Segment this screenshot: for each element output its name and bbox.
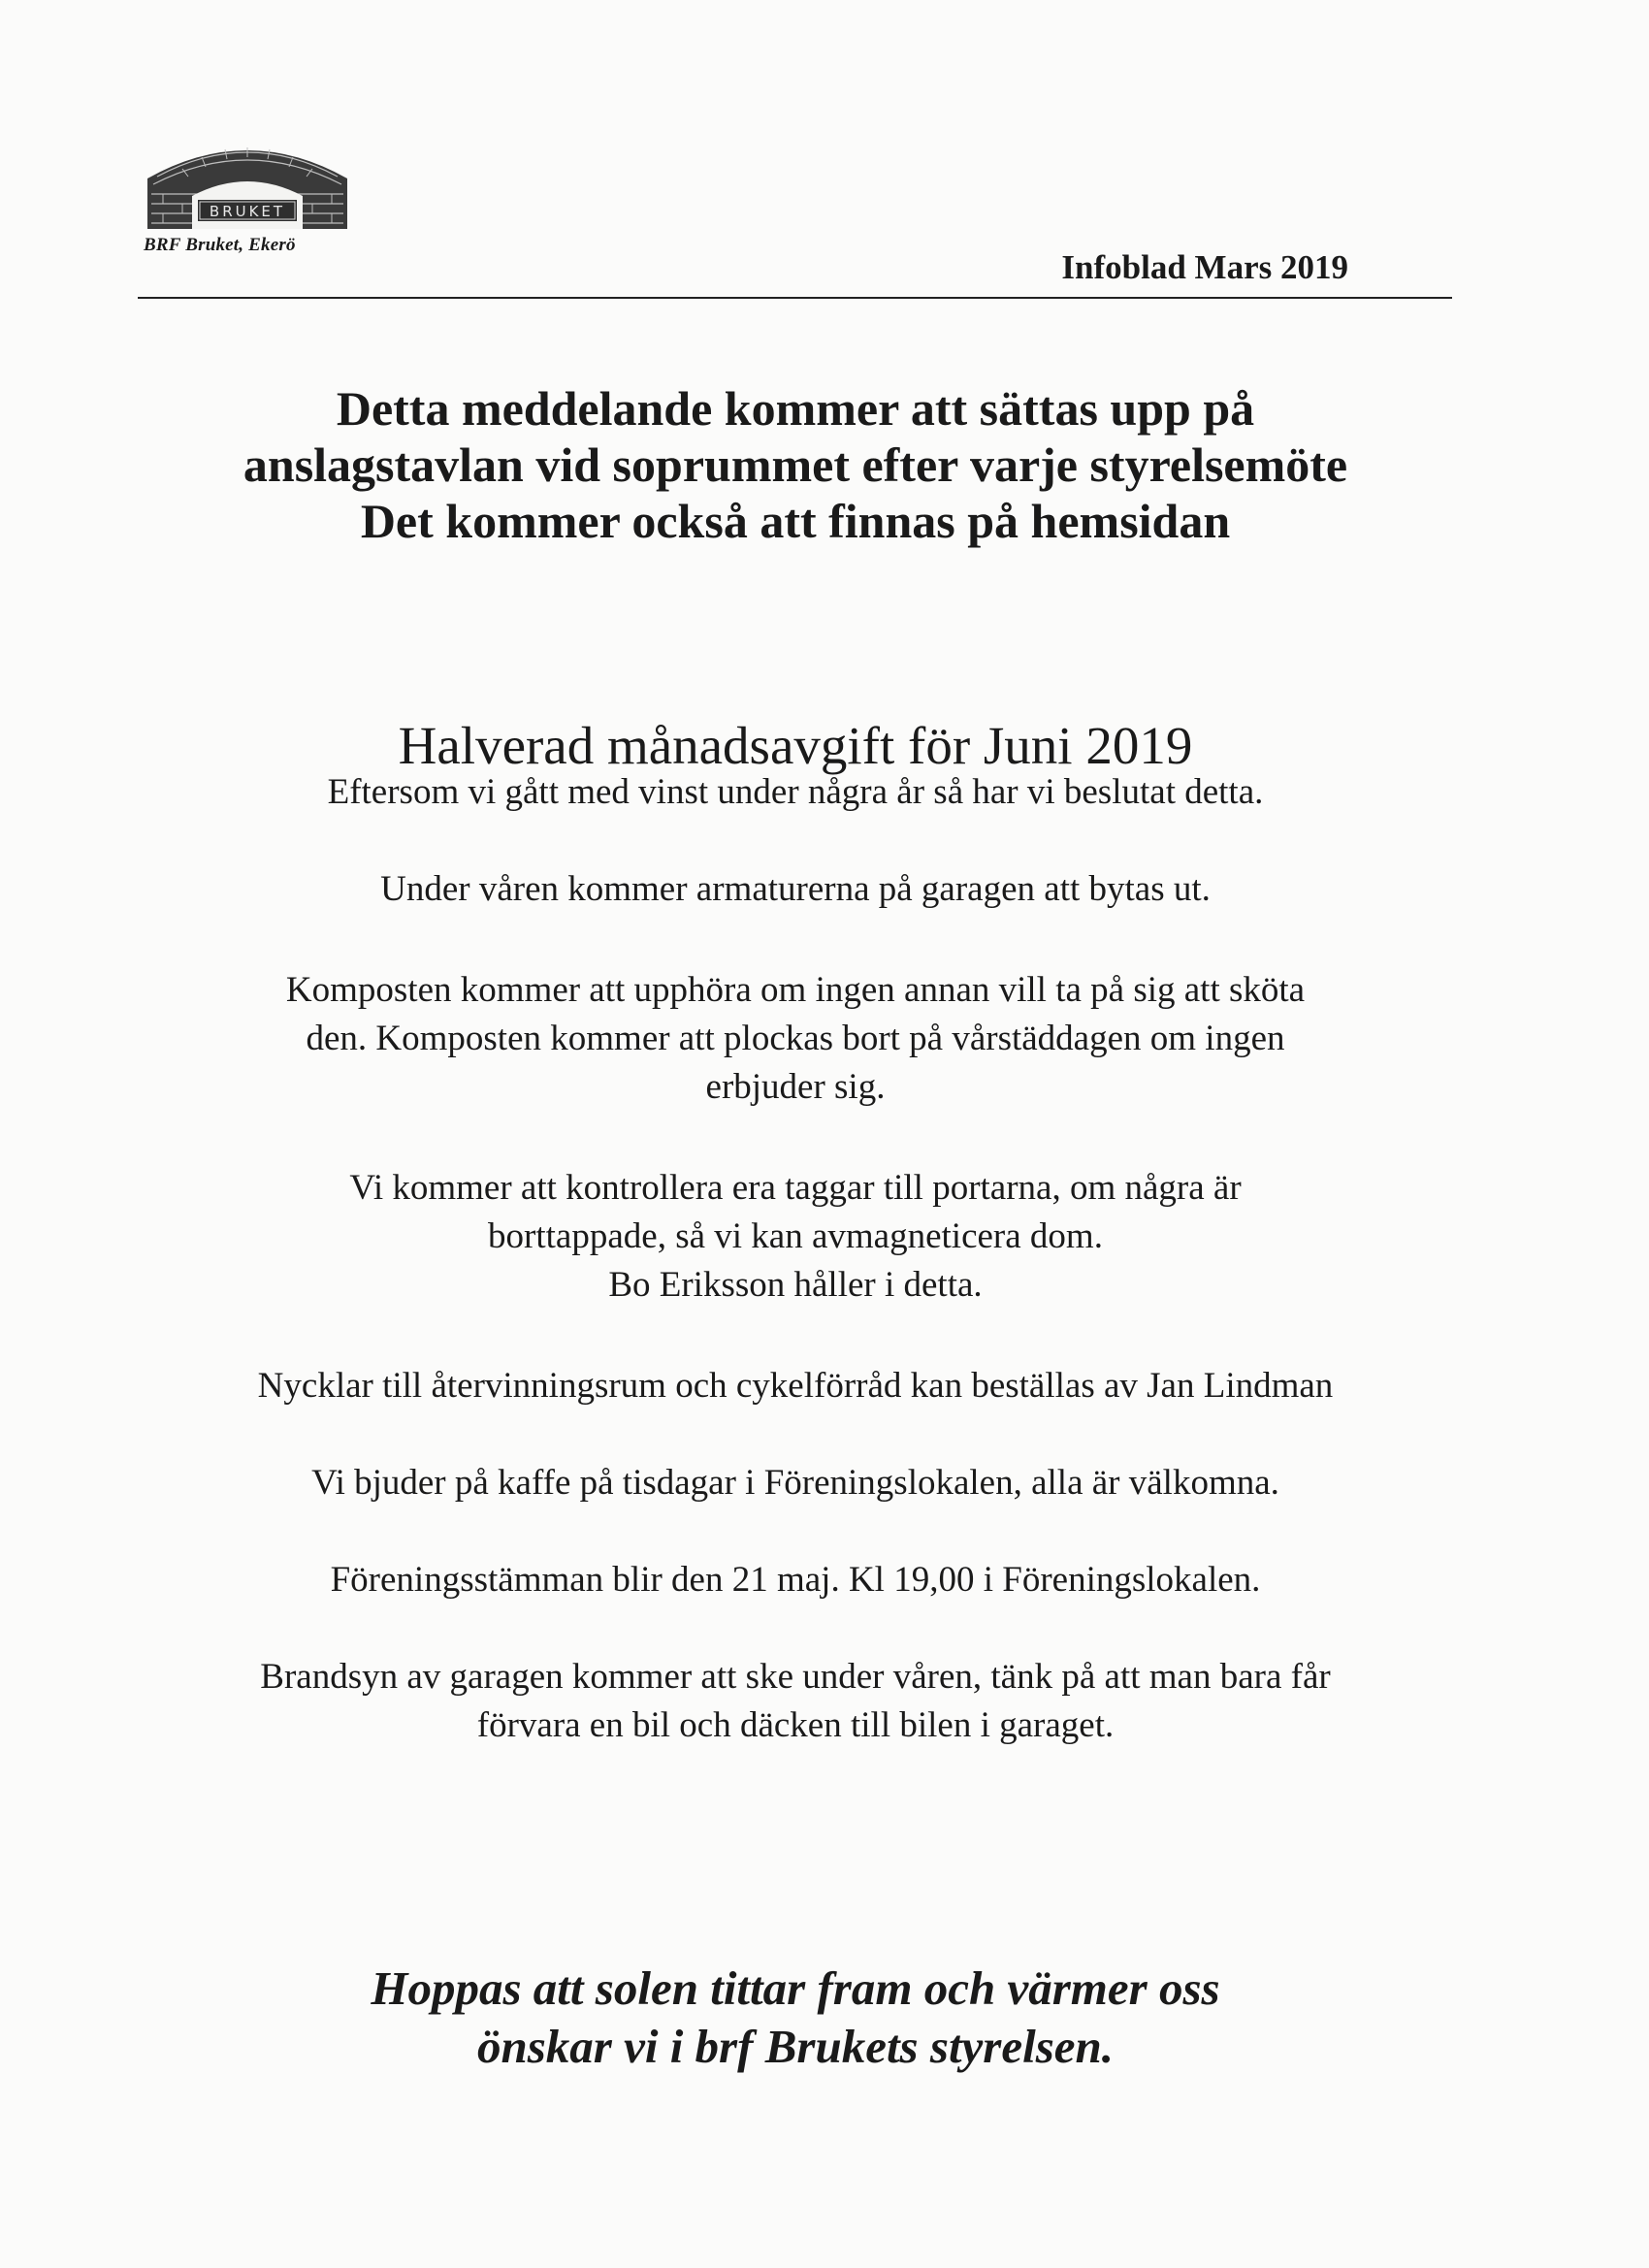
logo-caption: BRF Bruket, Ekerö [144,235,296,255]
closing-line: önskar vi i brf Brukets styrelsen. [476,2020,1115,2073]
info-item [0,1164,1591,1310]
info-line: Nycklar till återvinningsrum och cykelförråd kan beställas av Jan Lindman [257,1366,1334,1406]
info-line: förvara en bil och däcken till bilen i garaget. [476,1705,1115,1745]
info-line: Vi bjuder på kaffe på tisdagar i Föreningslokalen, alla är välkomna. [311,1463,1279,1503]
info-line: Brandsyn av garagen kommer att ske under våren, tänk på att man bara får [260,1657,1331,1697]
info-item [0,768,1591,817]
info-line: borttappade, så vi kan avmagneticera dom. [488,1216,1103,1256]
info-line: erbjuder sig. [705,1067,886,1107]
main-content [0,716,1591,1750]
notice-line: Det kommer också att finnas på hemsidan [360,494,1231,548]
info-line: den. Komposten kommer att plockas bort på vårstäddagen om ingen [306,1019,1285,1058]
notice-heading [0,380,1591,549]
info-line: Komposten kommer att upphöra om ingen annan vill ta på sig att sköta [285,970,1306,1010]
brf-bruket-logo [144,128,351,256]
info-item [0,1653,1591,1750]
main-headline: Halverad månadsavgift för Juni 2019 [398,716,1193,775]
info-item [0,1459,1591,1507]
document-date-label: Infoblad Mars 2019 [1061,248,1348,286]
header-divider [138,297,1452,299]
info-item [0,1556,1591,1604]
info-line: Vi kommer att kontrollera era taggar till portarna, om några är [349,1168,1242,1208]
brick-arch-logo-icon [144,128,351,233]
closing-line: Hoppas att solen tittar fram och värmer oss [371,1961,1220,2015]
info-line: Under våren kommer armaturerna på garagen att bytas ut. [380,869,1211,909]
info-line: Eftersom vi gått med vinst under några år så har vi beslutat detta. [327,772,1264,812]
info-item [0,966,1591,1112]
logo-text: BRUKET [209,203,286,220]
info-line: Bo Eriksson håller i detta. [608,1265,983,1305]
notice-line: Detta meddelande kommer att sättas upp på [336,381,1255,436]
info-item [0,1362,1591,1410]
closing-greeting [0,1960,1591,2076]
notice-line: anslagstavlan vid soprummet efter varje styrelsemöte [242,437,1348,492]
info-item [0,865,1591,914]
info-line: Föreningsstämman blir den 21 maj. Kl 19,00 i Föreningslokalen. [330,1560,1261,1600]
